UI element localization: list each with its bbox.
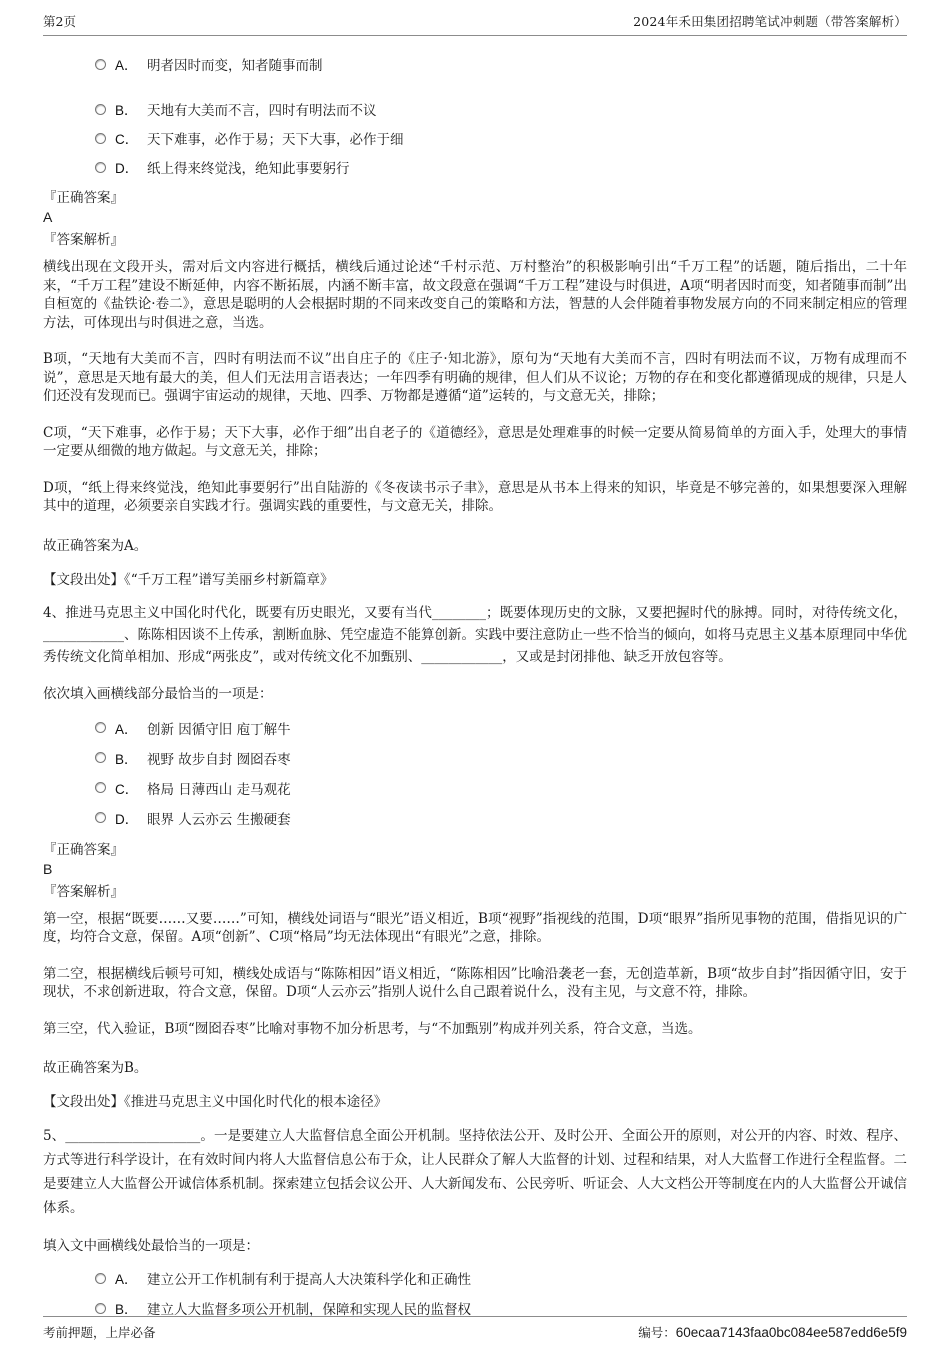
- option-letter: A．: [115, 58, 138, 73]
- option-letter: B．: [115, 103, 138, 118]
- page-header: [43, 12, 907, 36]
- radio-icon[interactable]: [95, 812, 106, 823]
- serial-number: 60ecaa7143faa0bc084ee587edd6e5f9: [675, 1325, 907, 1340]
- option-letter: A．: [115, 721, 138, 737]
- q3-analysis-label: 『答案解析』: [43, 232, 124, 248]
- option-letter: B．: [115, 1302, 138, 1317]
- option-text: 视野 故步自封 囫囵吞枣: [147, 751, 291, 768]
- analysis-paragraph: C项，“天下难事，必作于易；天下大事，必作于细”出自老子的《道德经》，意思是处理难事的时候一定要从简易简单的方面入手，处理大的事情一定要从细微的地方做起。与文意无关，排除；: [43, 424, 907, 459]
- option-letter: C．: [115, 132, 139, 147]
- question4-text: 4、推进马克思主义中国化时代化，既要有历史眼光，又要有当代________；既要体现历史的文脉，又要把握时代的脉搏。同时，对待传统文化，____________、陈陈相因谈不上传承，割断血脉、凭空虚造不能算创新。实践中要注意防止一些不恰当的倾向，如将马克思主义基本原理同中华优秀传统文化简单相加、形成“两张皮”，或对传统文化不加甄别、____________，又或是封闭排他、缺乏开放包容等。: [43, 604, 907, 665]
- q3-option-a[interactable]: [95, 54, 907, 74]
- radio-icon[interactable]: [95, 722, 106, 733]
- option-text: 建立公开工作机制有利于提高人大决策科学化和正确性: [147, 1272, 471, 1288]
- q4-source: 【文段出处】《推进马克思主义中国化时代化的根本途径》: [43, 1094, 388, 1110]
- page-number: 第2页: [43, 14, 76, 29]
- question4-options: [43, 718, 907, 828]
- analysis-paragraph: D项，“纸上得来终觉浅，绝知此事要躬行”出自陆游的《冬夜读书示子聿》，意思是从书本上得来的知识，毕竟是不够完善的，如果想要深入理解其中的道理，必须要亲自实践才行。强调实践的重要性，与文意无关，排除。: [43, 479, 907, 514]
- option-text: 眼界 人云亦云 生搬硬套: [147, 811, 291, 828]
- q4-option-a[interactable]: [95, 718, 907, 738]
- option-text: 建立人大监督多项公开机制，保障和实现人民的监督权: [147, 1302, 471, 1318]
- q3-conclusion: 故正确答案为A。: [43, 537, 148, 554]
- analysis-paragraph: 横线出现在文段开头，需对后文内容进行概括，横线后通过论述“千村示范、万村整治”的积极影响引出“千万工程”的话题，随后指出，二十年来，“千万工程”建设不断延伸，内容不断拓展，内涵不断丰富，故文段意在强调“千万工程”建设与时俱进，A项“明者因时而变，知者随事而制”出自桓宽的《盐铁论·卷二》，意思是聪明的人会根据时期的不同来改变自己的策略和方法，智慧的人会伴随着事物发展方向的不同来制定相应的管理方法，可体现出与时俱进之意，当选。: [43, 259, 907, 331]
- radio-icon[interactable]: [95, 1303, 106, 1314]
- option-text: 格局 日薄西山 走马观花: [147, 781, 291, 798]
- option-text: 天下难事，必作于易；天下大事，必作于细: [147, 132, 404, 148]
- analysis-paragraph: B项，“天地有大美而不言，四时有明法而不议”出自庄子的《庄子·知北游》，原句为“天地有大美而不言，四时有明法而不议，万物有成理而不说”，意思是天地有最大的美，但人们无法用言语表达；一年四季有明确的规律，但人们从不议论；万物的存在和变化都遵循现成的规律，只是人们还没有发现而已。强调宇宙运动的规律，天地、四季、万物都是遵循“道”运转的，与文意无关，排除；: [43, 351, 907, 404]
- document-title: 2024年禾田集团招聘笔试冲刺题（带答案解析）: [633, 14, 907, 29]
- option-letter: C．: [115, 781, 139, 797]
- option-letter: D．: [115, 811, 139, 827]
- q3-correct-answer-label: 『正确答案』: [43, 190, 124, 206]
- question5-text: 5、____________________。一是要建立人大监督信息全面公开机制。坚持依法公开、及时公开、全面公开的原则，对公开的内容、时效、程序、方式等进行科学设计，在有效时间内将人大监督信息公布于众，让人民群众了解人大监督的计划、过程和结果，对人大监督工作进行全程监督。二是要建立人大监督公开诚信体系机制。探索建立包括会议公开、人大新闻发布、公民旁听、听证会、人大文档公开等制度在内的人大监督公开诚信体系。: [43, 1128, 907, 1216]
- q4-analysis-label: 『答案解析』: [43, 883, 124, 900]
- radio-icon[interactable]: [95, 133, 106, 144]
- analysis-paragraph: 第一空，根据“既要……又要……”可知，横线处词语与“眼光”语义相近，B项“视野”指视线的范围，D项“眼界”指所见事物的范围，借指见识的广度，均符合文意，保留。A项“创新”、C项“格局”均无法体现出“有眼光”之意，排除。: [43, 910, 907, 945]
- analysis-paragraph: 第二空，根据横线后顿号可知，横线处成语与“陈陈相因”语义相近，“陈陈相因”比喻沿袭老一套，无创造革新，B项“故步自封”指因循守旧，安于现状，不求创新进取，符合文意，保留。D项“人云亦云”指别人说什么自己跟着说什么，没有主见，与文意不符，排除。: [43, 965, 907, 1000]
- radio-icon[interactable]: [95, 782, 106, 793]
- q5-option-b[interactable]: [95, 1298, 907, 1318]
- q4-option-d[interactable]: [95, 808, 907, 828]
- serial-label: 编号：: [638, 1325, 676, 1340]
- q3-option-c[interactable]: [95, 128, 907, 148]
- radio-icon[interactable]: [95, 104, 106, 115]
- analysis-paragraph: 第三空，代入验证，B项“囫囵吞枣”比喻对事物不加分析思考，与“不加甄别”构成并列关系，符合文意，当选。: [43, 1020, 702, 1037]
- option-text: 纸上得来终觉浅，绝知此事要躬行: [147, 161, 350, 177]
- q3-correct-answer: A: [43, 209, 53, 225]
- option-text: 天地有大美而不言，四时有明法而不议: [147, 103, 377, 119]
- option-letter: A．: [115, 1272, 138, 1287]
- question4-prompt: 依次填入画横线部分最恰当的一项是：: [43, 685, 273, 702]
- question5-prompt: 填入文中画横线处最恰当的一项是：: [43, 1238, 259, 1254]
- radio-icon[interactable]: [95, 162, 106, 173]
- option-letter: D．: [115, 161, 139, 176]
- radio-icon[interactable]: [95, 59, 106, 70]
- q3-source: 【文段出处】《“千万工程”谱写美丽乡村新篇章》: [43, 571, 334, 588]
- footer-serial: [638, 1323, 907, 1341]
- q3-option-d[interactable]: [95, 157, 907, 177]
- page-footer: [43, 1316, 907, 1341]
- q4-option-b[interactable]: [95, 748, 907, 768]
- radio-icon[interactable]: [95, 752, 106, 763]
- radio-icon[interactable]: [95, 1273, 106, 1284]
- q4-correct-answer: B: [43, 860, 53, 877]
- q4-conclusion: 故正确答案为B。: [43, 1060, 148, 1076]
- option-text: 明者因时而变，知者随事而制: [147, 58, 323, 74]
- question5-options: [43, 1268, 907, 1318]
- q4-option-c[interactable]: [95, 778, 907, 798]
- option-letter: B．: [115, 751, 138, 767]
- q4-analysis: [43, 910, 907, 1039]
- q4-correct-answer-label: 『正确答案』: [43, 841, 124, 858]
- q5-option-a[interactable]: [95, 1268, 907, 1288]
- option-text: 创新 因循守旧 庖丁解牛: [147, 721, 291, 738]
- footer-slogan: 考前押题，上岸必备: [43, 1325, 156, 1340]
- question3-options: [43, 54, 907, 177]
- q3-analysis: [43, 258, 907, 516]
- q3-option-b[interactable]: [95, 99, 907, 119]
